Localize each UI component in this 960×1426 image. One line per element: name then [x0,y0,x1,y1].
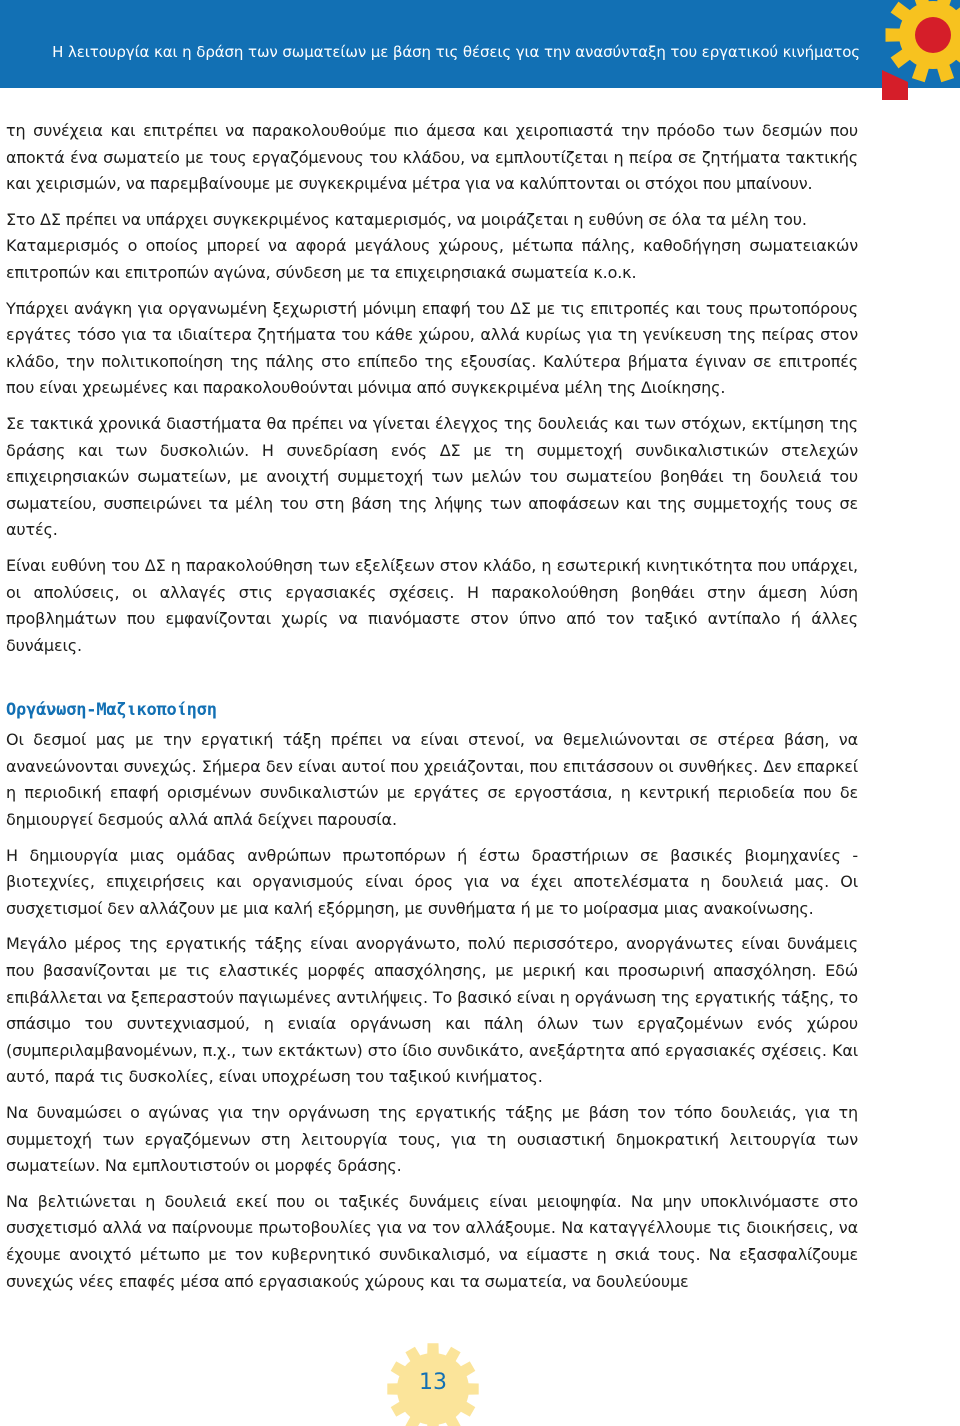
page-body [6,118,858,1304]
section-heading: Οργάνωση-Μαζικοποίηση [6,695,858,725]
page-header [0,0,960,88]
paragraph: Καταμερισμός ο οποίος μπορεί να αφορά μεγάλους χώρους, μέτωπα πάλης, καθοδήγηση σωματειακών επιτροπών και επιτροπών αγώνα, σύνδεση με τα επιχειρησιακά σωματεία κ.ο.κ. [6,233,858,286]
paragraph: Σε τακτικά χρονικά διαστήματα θα πρέπει να γίνεται έλεγχος της δουλειάς και των στόχων, εκτίμηση της δράσης και των δυσκολιών. Η συνεδρίαση ενός ΔΣ με τη συμμετοχή συνδικαλιστικών στελεχών επιχειρησιακών σωματείων, με ανοιχτή συμμετοχή των μελών του σωματείου βοηθάει τη δουλειά του σωματείου, συσπειρώνει τα μέλη του στη βάση της λήψης των αποφάσεων και της συμμετοχής τους σε αυτές. [6,411,858,544]
gear-icon [868,0,960,100]
page-number: 13 [386,1370,480,1396]
paragraph: Είναι ευθύνη του ΔΣ η παρακολούθηση των εξελίξεων στον κλάδο, η εσωτερική κινητικότητα που υπάρχει, οι απολύσεις, οι αλλαγές στις εργασιακές σχέσεις. Η παρακολούθηση βοηθάει στην άμεση λύση προβλημάτων που εμφανίζονται χωρίς να πιανόμαστε στον ύπνο από τον ταξικό αντίπαλο ή άλλες δυνάμεις. [6,553,858,659]
paragraph: τη συνέχεια και επιτρέπει να παρακολουθούμε πιο άμεσα και χειροπιαστά την πρόοδο των δεσμών που αποκτά ένα σωματείο με τους εργαζόμενους του κλάδου, να εμπλουτίζεται η πείρα σε ζητήματα τακτικής και χειρισμών, να παρεμβαίνουμε με συγκεκριμένα μέτρα για να καλύπτονται οι στόχοι που μπαίνουν. [6,118,858,198]
paragraph: Υπάρχει ανάγκη για οργανωμένη ξεχωριστή μόνιμη επαφή του ΔΣ με τις επιτροπές και τους πρωτοπόρους εργάτες τόσο για τα ιδιαίτερα ζητήματα του κάθε χώρου, αλλά κυρίως για τη γενίκευση της πείρας στον κλάδο, την πολιτικοποίηση της πάλης στο επίπεδο της εξουσίας. Καλύτερα βήματα έγιναν σε επιτροπές που είναι χρεωμένες και παρακολουθούνται μόνιμα από συγκεκριμένα μέλη της Διοίκησης. [6,296,858,402]
paragraph: Η δημιουργία μιας ομάδας ανθρώπων πρωτοπόρων ή έστω δραστήριων σε βασικές βιομηχανίες - βιοτεχνίες, επιχειρήσεις και οργανισμούς είναι όρος για να έχει αποτελέσματα η δουλειά μας. Οι συσχετισμοί δεν αλλάζουν με μια καλή εξόρμηση, με συνθήματα ή με το μοίρασμα μιας ανακοίνωσης. [6,843,858,923]
paragraph: Στο ΔΣ πρέπει να υπάρχει συγκεκριμένος καταμερισμός, να μοιράζεται η ευθύνη σε όλα τα μέλη του. [6,207,858,234]
paragraph: Να βελτιώνεται η δουλειά εκεί που οι ταξικές δυνάμεις είναι μειοψηφία. Να μην υποκλινόμαστε στο συσχετισμό αλλά να παίρνουμε πρωτοβουλίες για να τον αλλάξουμε. Να καταγγέλλουμε τις διοικήσεις, να έχουμε ανοιχτό μέτωπο με τον κυβερνητικό συνδικαλισμό, να είμαστε η σκιά τους. Να εξασφαλίζουμε συνεχώς νέες επαφές μέσα από εργασιακούς χώρους και τα σωματεία, να δουλεύουμε [6,1189,858,1295]
paragraph: Οι δεσμοί μας με την εργατική τάξη πρέπει να είναι στενοί, να θεμελιώνονται σε στέρεα βάση, να ανανεώνονται συνεχώς. Σήμερα δεν είναι αυτοί που χρειάζονται, που επιτάσσουν οι συνθήκες. Δεν επαρκεί η περιοδική επαφή ορισμένων συνδικαλιστών με εργάτες σε εργοστάσια, η κεντρική περιοδεία που δε δημιουργεί δεσμούς αλλά απλά δείχνει παρουσία. [6,727,858,833]
running-title: Η λειτουργία και η δράση των σωματείων με βάση τις θέσεις για την ανασύνταξη του εργατικού κινήματος [0,42,860,62]
page-number-badge [386,1342,480,1426]
paragraph: Μεγάλο μέρος της εργατικής τάξης είναι ανοργάνωτο, πολύ περισσότερο, ανοργάνωτες είναι δυνάμεις που βασανίζονται με τις ελαστικές μορφές απασχόλησης, με μερική και προσωρινή απασχόληση. Εδώ επιβάλλεται να ξεπεραστούν παγιωμένες αντιλήψεις. Το βασικό είναι η οργάνωση της εργατικής τάξης, το σπάσιμο του συντεχνιασμού, η ενιαία οργάνωση και πάλη όλων των εργαζομένων ενός χώρου (συμπεριλαμβανομένων, π.χ., των εκτάκτων) στο ίδιο συνδικάτο, ανεξάρτητα από εργασιακές σχέσεις. Και αυτό, παρά τις δυσκολίες, είναι υποχρέωση του ταξικού κινήματος. [6,931,858,1091]
paragraph: Να δυναμώσει ο αγώνας για την οργάνωση της εργατικής τάξης με βάση τον τόπο δουλειάς, για τη συμμετοχή των εργαζόμενων στη λειτουργία τους, για τη ουσιαστική δημοκρατική λειτουργία των σωματείων. Να εμπλουτιστούν οι μορφές δράσης. [6,1100,858,1180]
